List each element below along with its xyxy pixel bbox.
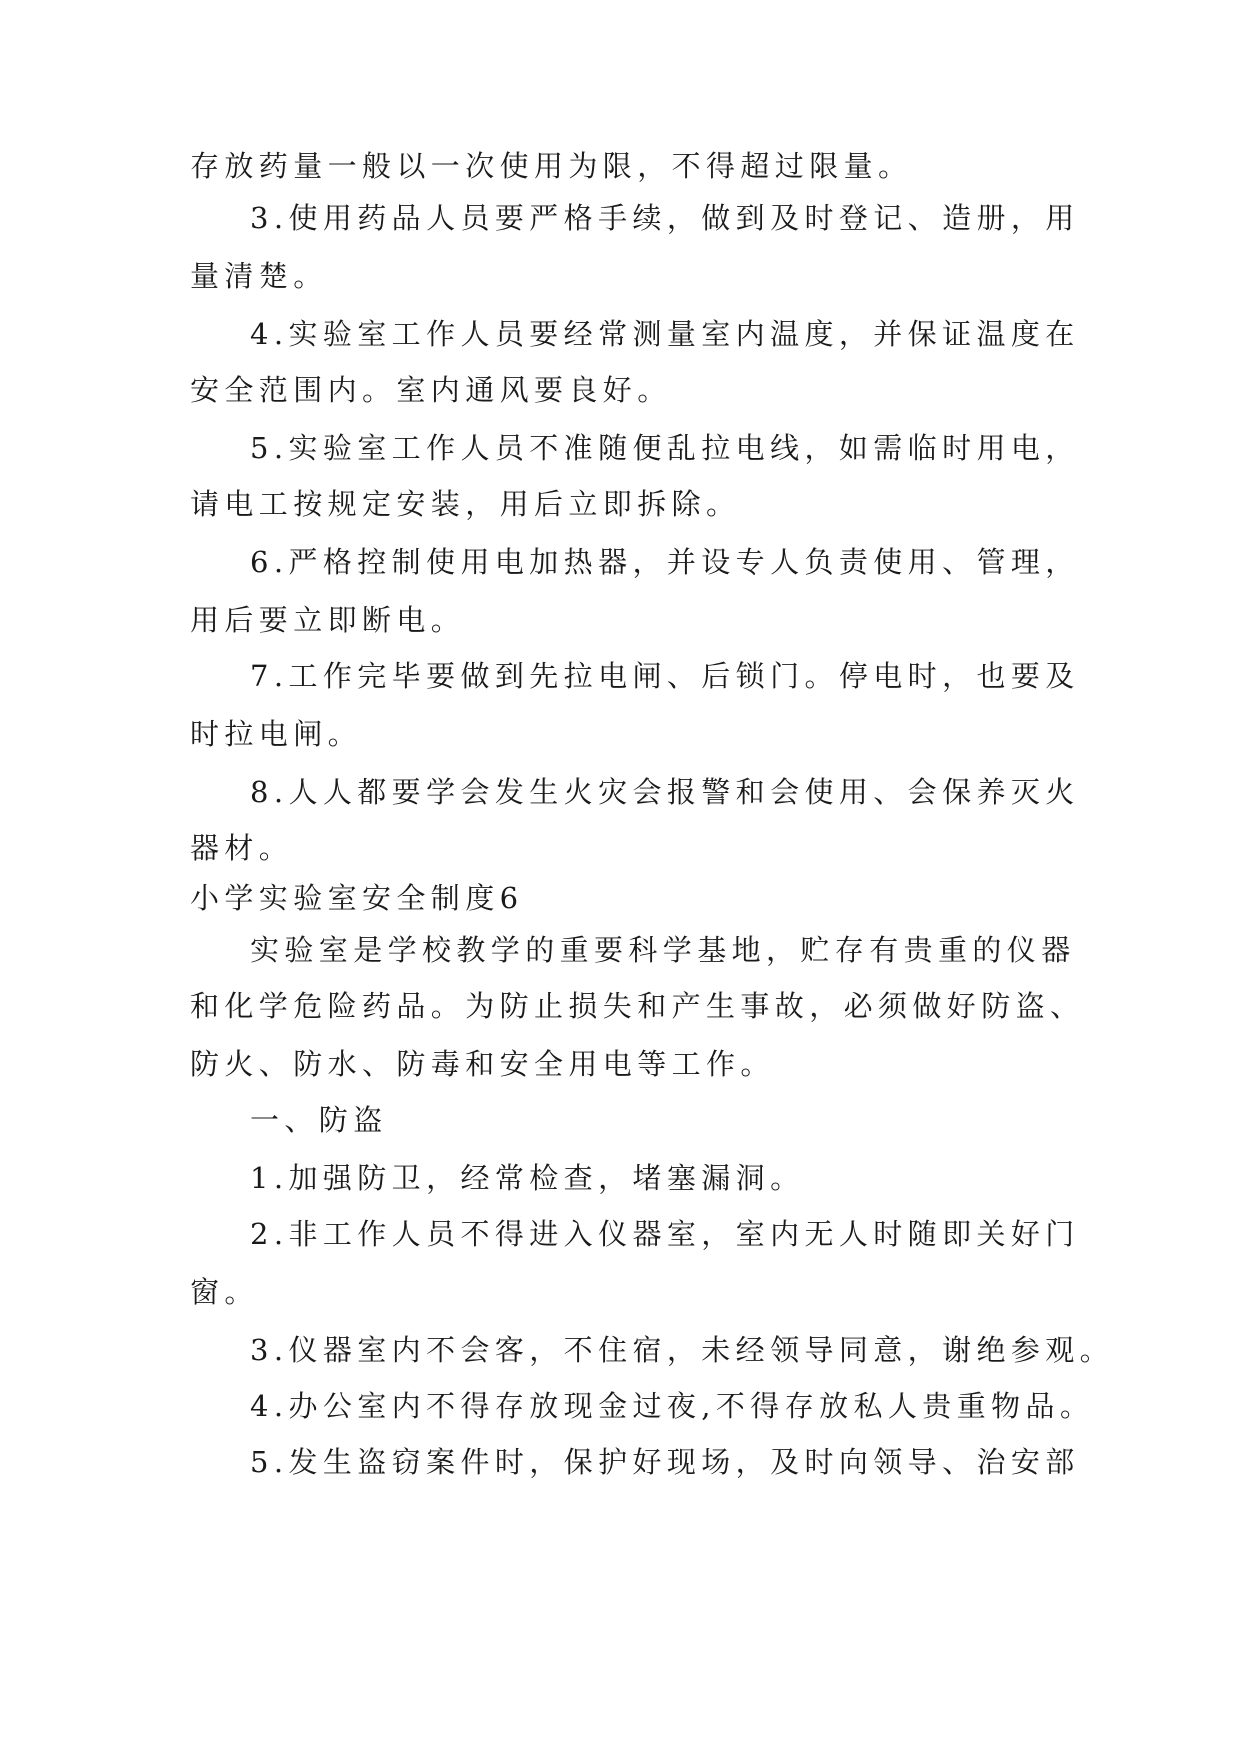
paragraph-line: 时拉电闸。 (190, 717, 363, 751)
subsection-heading: 一、防盗 (250, 1103, 388, 1137)
paragraph-line: 3.仪器室内不会客，不住宿，未经领导同意，谢绝参观。 (250, 1333, 1115, 1367)
paragraph-line: 量清楚。 (190, 259, 328, 293)
paragraph-line: 8.人人都要学会发生火灾会报警和会使用、会保养灭火 (250, 775, 1080, 809)
paragraph-line: 1.加强防卫，经常检查，堵塞漏洞。 (250, 1161, 805, 1195)
paragraph-line: 实验室是学校教学的重要科学基地，贮存有贵重的仪器 (250, 933, 1076, 967)
paragraph-line: 4.实验室工作人员要经常测量室内温度，并保证温度在 (250, 317, 1080, 351)
paragraph-line: 4.办公室内不得存放现金过夜,不得存放私人贵重物品。 (250, 1389, 1095, 1423)
paragraph-line: 2.非工作人员不得进入仪器室，室内无人时随即关好门 (250, 1217, 1080, 1251)
paragraph-line: 6.严格控制使用电加热器，并设专人负责使用、管理， (250, 545, 1080, 579)
paragraph-line: 窗。 (190, 1275, 259, 1309)
paragraph-line: 防火、防水、防毒和安全用电等工作。 (190, 1047, 775, 1081)
paragraph-line: 器材。 (190, 831, 294, 865)
paragraph-line: 7.工作完毕要做到先拉电闸、后锁门。停电时，也要及 (250, 659, 1080, 693)
paragraph-line: 存放药量一般以一次使用为限，不得超过限量。 (190, 149, 913, 183)
section-heading: 小学实验室安全制度6 (190, 881, 524, 915)
paragraph-line: 5.发生盗窃案件时，保护好现场，及时向领导、治安部 (250, 1445, 1080, 1479)
paragraph-line: 用后要立即断电。 (190, 603, 466, 637)
paragraph-line: 3.使用药品人员要严格手续，做到及时登记、造册，用 (250, 201, 1080, 235)
paragraph-line: 和化学危险药品。为防止损失和产生事故，必须做好防盗、 (190, 989, 1085, 1023)
paragraph-line: 5.实验室工作人员不准随便乱拉电线，如需临时用电， (250, 431, 1080, 465)
paragraph-line: 请电工按规定安装，用后立即拆除。 (190, 487, 741, 521)
paragraph-line: 安全范围内。室内通风要良好。 (190, 373, 672, 407)
